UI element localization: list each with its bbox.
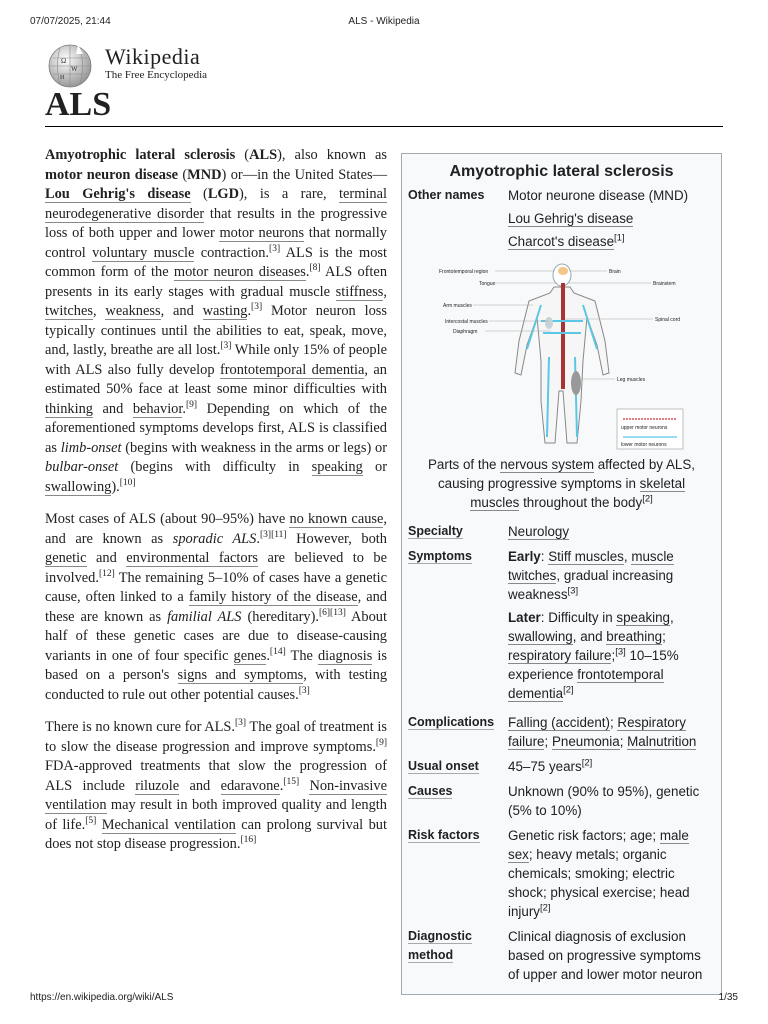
lead-paragraph-3: There is no known cure for ALS.[3] The goal of treatment is to slow the disease progression and improve symptoms.[9] FDA-approved treatments that slow the progression of ALS include riluzole and edaravone.[15] Non-invasive ventilation may result in both improved quality and length of life.[5] Mechanical ventilation can prolong survival but does not stop disease progression.[16]: [45, 718, 387, 852]
infobox-row-complications: [402, 713, 721, 751]
label-leg: Leg muscles: [616, 377, 645, 383]
article-body: [45, 146, 387, 868]
bold-term: motor neuron disease: [45, 166, 178, 183]
link-respiratory-failure[interactable]: respiratory failure: [508, 648, 612, 663]
link-lou-gehrigs-disease[interactable]: Lou Gehrig's disease: [508, 211, 634, 226]
link-genes[interactable]: genes: [233, 647, 267, 664]
infobox-label: Other names: [408, 188, 485, 202]
infobox-row-risk-factors: [402, 826, 721, 921]
infobox-row-diagnostic-method: [402, 927, 721, 984]
citation-link[interactable]: [2]: [581, 757, 593, 769]
infobox-title: Amyotrophic lateral sclerosis: [449, 163, 674, 180]
link-nervous-system[interactable]: nervous system: [500, 457, 594, 472]
wikipedia-globe-icon[interactable]: [45, 42, 95, 88]
bold-term: ALS: [249, 147, 278, 163]
link-malnutrition[interactable]: Malnutrition: [627, 734, 697, 749]
other-name: Motor neurone disease (MND): [508, 188, 689, 203]
nervous-system-diagram[interactable]: [437, 261, 687, 451]
link-stiffness[interactable]: stiffness: [335, 283, 384, 300]
citation-link[interactable]: [3]: [234, 718, 247, 729]
label-tongue: Tongue: [478, 281, 495, 287]
link-speaking[interactable]: speaking: [616, 610, 671, 625]
print-footer: [30, 992, 738, 1006]
infobox-value: [508, 186, 715, 255]
infobox-row-other-names: [402, 186, 721, 255]
bold-term: MND: [187, 166, 222, 183]
citation-link[interactable]: [3]: [251, 302, 263, 313]
title-divider: [45, 126, 723, 127]
causes-value: Unknown (90% to 95%), genetic (5% to 10%): [508, 784, 700, 818]
citation-link[interactable]: [2]: [642, 493, 653, 505]
bold-term: LGD: [207, 186, 239, 202]
infobox-row-causes: [402, 782, 721, 820]
link-signs-and-symptoms[interactable]: signs and symptoms: [177, 667, 304, 683]
print-url: https://en.wikipedia.org/wiki/ALS: [30, 992, 174, 1003]
link-swallowing[interactable]: swallowing: [508, 629, 573, 644]
link-diagnosis[interactable]: diagnosis: [317, 647, 373, 664]
print-header: [30, 16, 738, 30]
print-page-title: ALS - Wikipedia: [348, 16, 420, 27]
label-intercostal: Intercostal muscles: [444, 319, 488, 325]
label-spinal-cord: Spinal cord: [654, 317, 680, 323]
label-diaphragm: Diaphragm: [452, 329, 477, 335]
citation-link[interactable]: [3]: [615, 646, 626, 658]
infobox-label: Complications: [408, 715, 495, 729]
link-pneumonia[interactable]: Pneumonia: [551, 734, 620, 749]
svg-text:И: И: [60, 75, 65, 81]
citation-link[interactable]: [13]: [330, 607, 346, 618]
citation-link[interactable]: [3]: [259, 529, 272, 540]
link-voluntary-muscle[interactable]: voluntary muscle: [92, 244, 195, 261]
infobox-image-caption: Parts of the nervous system affected by ALS, causing progressive symptoms in skeletal muscles throughout the body[2]: [428, 457, 695, 510]
link-lou-gehrigs-disease[interactable]: Lou Gehrig's disease: [45, 186, 191, 202]
citation-link[interactable]: [8]: [309, 263, 321, 274]
lead-paragraph-1: Amyotrophic lateral sclerosis (ALS), also known as motor neuron disease (MND) or—in the United States—Lou Gehrig's disease (LGD), is a rare, terminal neurodegenerative disorder that results in the progressive loss of both upper and lower motor neurons that normally control voluntary muscle contraction.[3] ALS is the most common form of the motor neuron diseases.[8] ALS often presents in its early stages with gradual muscle stiffness, twitches, weakness, and wasting.[3] Motor neuron loss typically continues until the abilities to eat, speak, move, and, lastly, breathe are all lost.[3] While only 15% of people with ALS also fully develop frontotemporal dementia, an estimated 50% face at least some minor difficulties with thinking and behavior.[9] Depending on which of the aforementioned symptoms develops first, ALS is classified as limb-onset (begins with weakness in the arms or legs) or bulbar-onset (begins with difficulty in speaking or swallowing).[10]: [45, 147, 388, 495]
wikipedia-wordmark[interactable]: [105, 46, 207, 81]
link-frontotemporal-dementia[interactable]: frontotemporal dementia: [508, 667, 664, 701]
infobox-value: Falling (accident); Respiratory failure; Pneumonia; Malnutrition: [508, 715, 697, 749]
link-neurology[interactable]: Neurology: [508, 524, 570, 539]
citation-link[interactable]: [3]: [567, 585, 579, 597]
citation-link[interactable]: [2]: [563, 684, 574, 696]
label-brain: Brain: [608, 269, 621, 275]
link-twitches[interactable]: twitches: [45, 303, 93, 319]
link-riluzole[interactable]: riluzole: [135, 777, 180, 794]
legend-lower-motor: lower motor neurons: [620, 442, 667, 448]
citation-link[interactable]: [3]: [269, 243, 281, 254]
link-stiff-muscles[interactable]: Stiff muscles: [548, 549, 624, 564]
link-family-history[interactable]: family history of the disease: [188, 589, 358, 605]
link-edaravone[interactable]: edaravone: [220, 777, 280, 794]
infobox-value: Early: Stiff muscles, muscle twitches, gradual increasing weakness[3] Later: Difficulty in speaking, swallowing, and breathing; respiratory failure;[3] 10–15% experience frontotemporal dementia[2]: [508, 549, 679, 701]
citation-link[interactable]: [3]: [220, 341, 232, 352]
citation-link[interactable]: [14]: [269, 646, 286, 657]
link-thinking[interactable]: thinking: [45, 400, 93, 417]
link-no-known-cause[interactable]: no known cause: [289, 511, 384, 527]
link-skeletal-muscles[interactable]: skeletal muscles: [470, 476, 686, 510]
link-behavior[interactable]: behavior: [132, 400, 183, 417]
legend-upper-motor: upper motor neurons: [620, 425, 667, 431]
link-neurodegenerative-disorder[interactable]: neurodegenerative disorder: [45, 205, 205, 222]
infobox-row-symptoms: [402, 547, 721, 707]
onset-value: 45–75 years: [508, 759, 582, 774]
link-genetic[interactable]: genetic: [45, 550, 87, 566]
link-environmental-factors[interactable]: environmental factors: [126, 550, 259, 566]
citation-link[interactable]: [16]: [240, 835, 257, 846]
label-frontotemporal: Frontotemporal region: [438, 269, 488, 275]
infobox-row-specialty: [402, 522, 721, 541]
infobox-value: Genetic risk factors; age; male sex; heavy metals; organic chemicals; smoking; electric shock; physical exercise; head injury[2]: [508, 828, 690, 919]
infobox: [401, 153, 722, 995]
citation-link[interactable]: [10]: [119, 477, 136, 488]
citation-link[interactable]: [12]: [98, 568, 115, 579]
wordmark-text: Wikipedia: [105, 44, 201, 69]
infobox-label: Specialty: [408, 524, 463, 538]
link-weakness[interactable]: weakness: [105, 303, 161, 319]
citation-link[interactable]: [15]: [283, 776, 300, 787]
citation-link[interactable]: [3]: [298, 685, 310, 696]
link-falling[interactable]: Falling (accident): [508, 715, 610, 730]
link-charcots-disease[interactable]: Charcot's disease: [508, 234, 615, 249]
link-terminal[interactable]: terminal: [339, 186, 387, 202]
label-arm: Arm muscles: [442, 303, 472, 309]
diagnostic-value: Clinical diagnosis of exclusion based on progressive symptoms of upper and lower motor neuron: [508, 929, 703, 982]
link-respiratory-failure[interactable]: Respiratory failure: [508, 715, 686, 749]
label-brainstem: Brainstem: [652, 281, 676, 287]
bold-term: Amyotrophic lateral sclerosis: [45, 147, 236, 163]
citation-link[interactable]: [9]: [186, 399, 198, 410]
citation-link[interactable]: [9]: [375, 737, 387, 748]
citation-link[interactable]: [6]: [318, 607, 331, 618]
citation-link[interactable]: [11]: [271, 529, 287, 540]
link-breathing[interactable]: breathing: [606, 629, 663, 644]
link-mechanical-ventilation[interactable]: Mechanical ventilation: [101, 816, 236, 833]
print-datetime: 07/07/2025, 21:44: [30, 16, 111, 27]
infobox-label: Usual onset: [408, 759, 479, 773]
infobox-label: Diagnostic method: [408, 929, 472, 962]
infobox-row-onset: [402, 757, 721, 776]
link-motor-neurons[interactable]: motor neurons: [219, 225, 305, 241]
link-male-sex[interactable]: male sex: [508, 828, 689, 862]
infobox-label: Causes: [408, 784, 453, 798]
page-title: ALS: [45, 86, 112, 123]
svg-text:W: W: [71, 65, 78, 73]
citation-link[interactable]: [1]: [614, 232, 625, 244]
svg-text:Ω: Ω: [61, 57, 67, 65]
citation-link[interactable]: [2]: [540, 902, 551, 914]
link-non-invasive-ventilation[interactable]: Non-invasive ventilation: [45, 777, 387, 813]
link-frontotemporal-dementia[interactable]: frontotemporal dementia: [219, 361, 365, 378]
link-wasting[interactable]: wasting: [202, 303, 248, 319]
link-muscle-twitches[interactable]: muscle twitches: [508, 549, 674, 583]
lead-paragraph-2: Most cases of ALS (about 90–95%) have no known cause, and are known as sporadic ALS.[3][11] However, both genetic and environmental factors are believed to be involved.[12] The remaining 5–10% of cases have a genetic cause, often linked to a family history of the disease, and these are known as familial ALS (hereditary).[6][13] About half of these genetic cases are due to disease-causing variants in one of four specific genes.[14] The diagnosis is based on a person's signs and symptoms, with testing conducted to rule out other potential causes.[3]: [45, 511, 388, 703]
infobox-label: Symptoms: [408, 549, 472, 563]
print-page-number: 1/35: [718, 992, 738, 1003]
link-speaking[interactable]: speaking: [311, 459, 363, 475]
wordmark-tagline: The Free Encyclopedia: [105, 69, 208, 81]
citation-link[interactable]: [5]: [85, 815, 97, 826]
infobox-label: Risk factors: [408, 828, 480, 842]
link-motor-neuron-diseases[interactable]: motor neuron diseases: [173, 264, 306, 280]
link-swallowing[interactable]: swallowing: [45, 478, 112, 495]
